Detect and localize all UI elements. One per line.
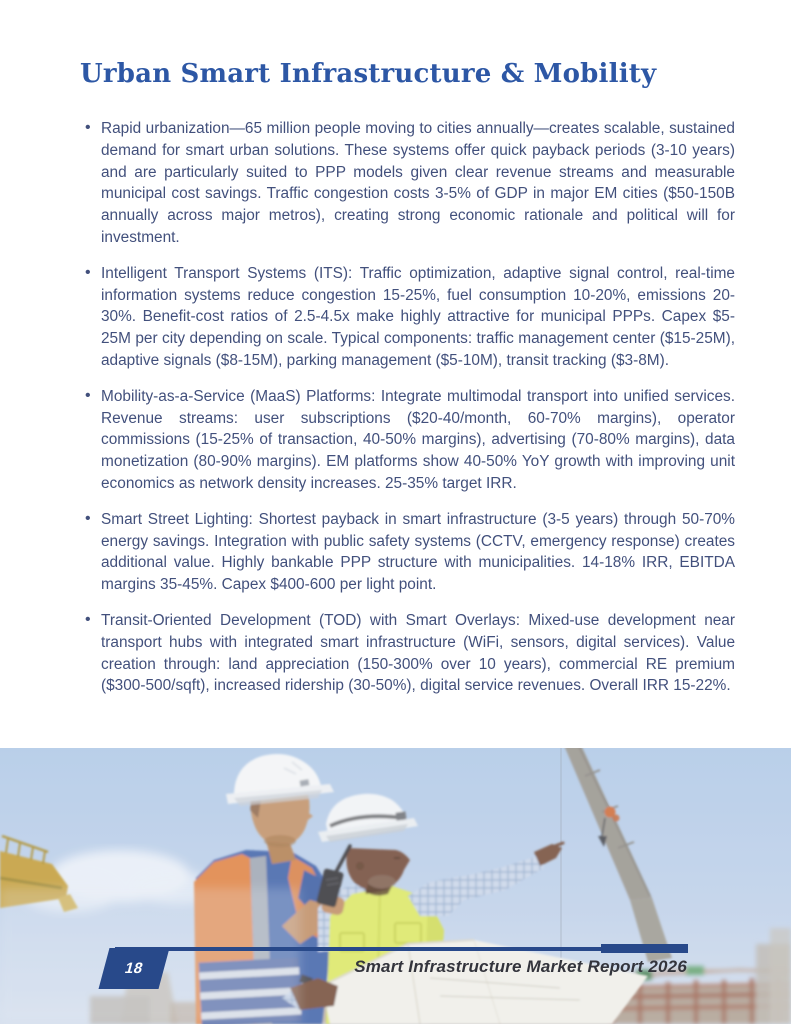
bullet-item: • Transit-Oriented Development (TOD) with Smart Overlays: Mixed-use development near transport hubs with integrated smart infrastructure (WiFi, sensors, digital services). Value creation through: land appreciation (150-300% over 10 years), commercial RE premium ($300-500/sqft), increased ridership (30-50%), digital service revenues. Overall IRR 15-22%. [80,610,735,697]
bullet-item: • Mobility-as-a-Service (MaaS) Platforms: Integrate multimodal transport into unified services. Revenue streams: user subscriptions ($20-40/month, 60-70% margins), operator commissions (15-25% of transaction, 40-50% margins), advertising (70-80% margins), data monetization (80-90% margins). EM platforms show 40-50% YoY growth with improving unit economics as network density increases. 25-35% target IRR. [80,386,735,495]
footer-rule-end [601,944,688,953]
page-title: Urban Smart Infrastructure & Mobility [80,59,657,89]
page-number: 18 [122,960,146,977]
bullet-item: • Smart Street Lighting: Shortest payback in smart infrastructure (3-5 years) through 50-70% energy savings. Integration with public safety systems (CCTV, emergency response) creates additional value. Highly bankable PPP structure with municipalities. 14-18% IRR, EBITDA margins 35-45%. Capex $400-600 per light point. [80,509,735,596]
page-content [80,57,735,711]
footer-report-title: Smart Infrastructure Market Report 2026 [354,957,687,976]
bullet-item: • Rapid urbanization—65 million people moving to cities annually—creates scalable, sustained demand for smart urban solutions. These systems offer quick payback periods (3-10 years) and are particularly suited to PPP models given clear revenue streams and measurable municipal cost savings. Traffic congestion costs 3-5% of GDP in major EM cities ($50-150B annually across major metros), creating strong economic rationale and political will for investment. [80,118,735,249]
bullet-list [80,118,735,697]
bullet-item: • Intelligent Transport Systems (ITS): Traffic optimization, adaptive signal control, real-time information systems reduce congestion 15-25%, fuel consumption 10-20%, emissions 20-30%. Benefit-cost ratios of 2.5-4.5x make highly attractive for municipal PPPs. Capex $5-25M per city depending on scale. Typical components: traffic management center ($15-25M), adaptive signals ($8-15M), parking management ($5-10M), transit tracking ($3-8M). [80,263,735,372]
